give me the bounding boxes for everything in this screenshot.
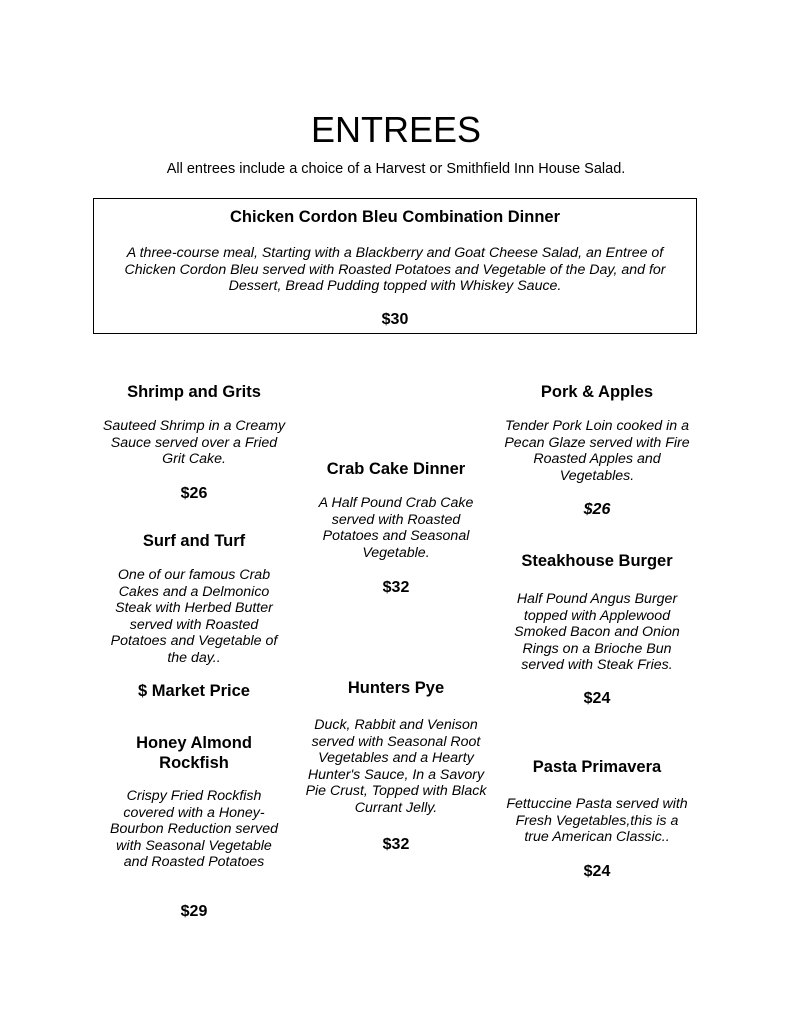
item-name-pasta-primavera: Pasta Primavera: [532, 758, 662, 776]
item-name-steakhouse-burger: Steakhouse Burger: [521, 552, 673, 570]
featured-dinner-box: [93, 198, 697, 334]
item-price-surf-and-turf: $ Market Price: [138, 682, 250, 700]
featured-dinner-description: A three-course meal, Starting with a Blackberry and Goat Cheese Salad, an Entree of Chicken Cordon Bleu served with Roasted Potatoes and Vegetable of the Day, and for Dessert, Bread Pudding topped with Whiskey Sauce.: [124, 245, 666, 294]
item-description-honey-almond-rockfish: Crispy Fried Rockfish covered with a Honey-Bourbon Reduction served with Seasonal Vegetable and Roasted Potatoes: [110, 788, 278, 870]
item-description-surf-and-turf: One of our famous Crab Cakes and a Delmonico Steak with Herbed Butter served with Roasted Potatoes and Vegetable of the day..: [110, 567, 278, 666]
item-price-pork-and-apples: $26: [583, 501, 611, 518]
page-title: ENTREES: [310, 109, 482, 150]
item-price-shrimp-and-grits: $26: [180, 485, 208, 502]
item-description-pasta-primavera: Fettuccine Pasta served with Fresh Vegetables,this is a true American Classic..: [506, 796, 688, 845]
featured-dinner-name: Chicken Cordon Bleu Combination Dinner: [229, 208, 560, 226]
item-description-pork-and-apples: Tender Pork Loin cooked in a Pecan Glaze served with Fire Roasted Apples and Vegetables.: [504, 418, 690, 484]
item-description-shrimp-and-grits: Sauteed Shrimp in a Creamy Sauce served over a Fried Grit Cake.: [102, 418, 286, 467]
item-name-hunters-pye: Hunters Pye: [347, 679, 445, 697]
item-price-hunters-pye: $32: [382, 836, 410, 853]
item-price-steakhouse-burger: $24: [583, 690, 611, 707]
page-subtitle: All entrees include a choice of a Harvest or Smithfield Inn House Salad.: [166, 161, 626, 177]
item-price-honey-almond-rockfish: $29: [180, 903, 208, 920]
item-name-shrimp-and-grits: Shrimp and Grits: [127, 383, 261, 401]
item-description-steakhouse-burger: Half Pound Angus Burger topped with Applewood Smoked Bacon and Onion Rings on a Brioche Bun served with Steak Fries.: [514, 591, 680, 673]
item-description-crab-cake-dinner: A Half Pound Crab Cake served with Roasted Potatoes and Seasonal Vegetable.: [318, 495, 474, 561]
item-name-honey-almond-rockfish: Honey Almond Rockfish: [136, 734, 252, 772]
item-name-surf-and-turf: Surf and Turf: [142, 532, 246, 550]
item-price-pasta-primavera: $24: [583, 863, 611, 880]
item-name-crab-cake-dinner: Crab Cake Dinner: [326, 460, 466, 478]
item-name-pork-and-apples: Pork & Apples: [540, 383, 654, 401]
item-description-hunters-pye: Duck, Rabbit and Venison served with Seasonal Root Vegetables and a Hearty Hunter's Sauce, In a Savory Pie Crust, Topped with Black Currant Jelly.: [305, 717, 487, 816]
featured-dinner-price: $30: [381, 311, 409, 328]
item-price-crab-cake-dinner: $32: [382, 579, 410, 596]
